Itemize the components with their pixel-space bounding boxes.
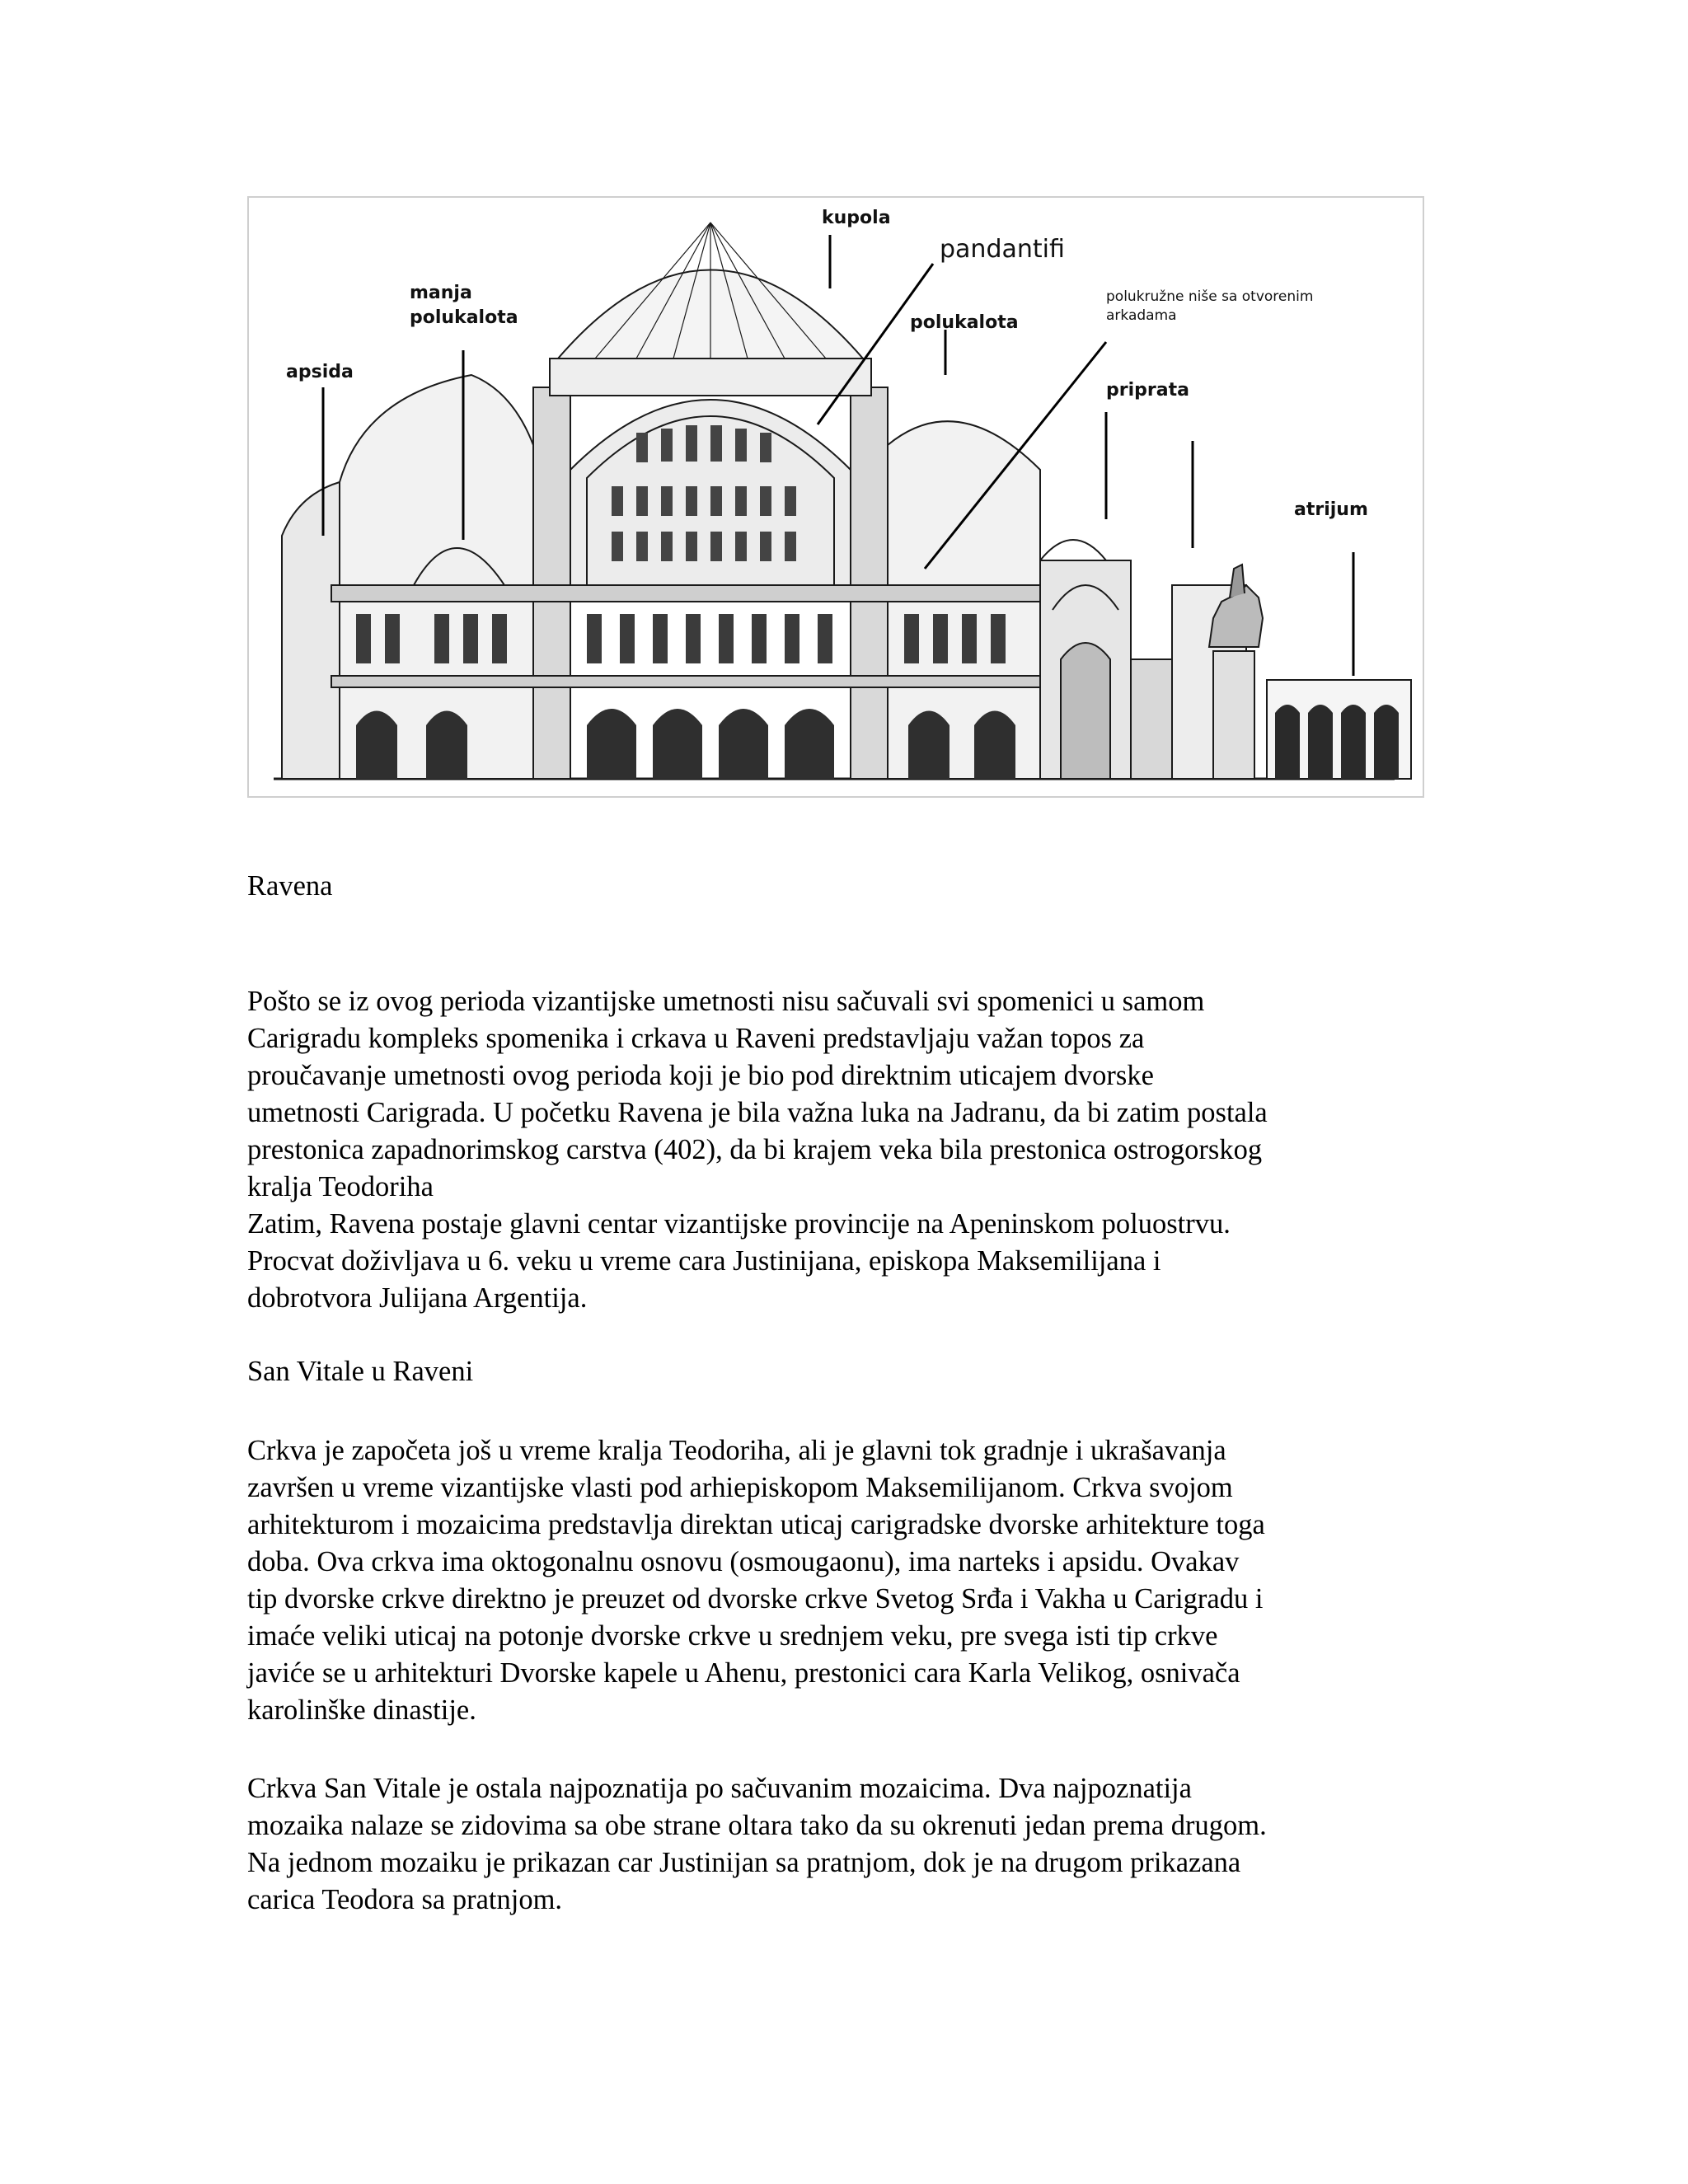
mozaici-line: Crkva San Vitale je ostala najpoznatija po sačuvanim mozaicima. Dva najpoznatija [247,1773,1192,1804]
ravena-line: Procvat doživljava u 6. veku u vreme cara Justinijana, episkopa Maksemilijana i [247,1245,1161,1277]
san-vitale-line: tip dvorske crkve direktno je preuzet od dvorske crkve Svetog Srđa i Vakha u Carigradu i [247,1583,1264,1615]
label-polukalota: polukalota [910,312,1019,333]
label-nise-line1: polukružne niše sa otvorenim [1106,288,1314,305]
san-vitale-line: završen u vreme vizantijske vlasti pod arhiepiskopom Maksemilijanom. Crkva svojom [247,1472,1233,1503]
ravena-line: Carigradu kompleks spomenika i crkava u Raveni predstavljaju važan topos za [247,1023,1145,1054]
san-vitale-line: javiće se u arhitekturi Dvorske kapele u Ahenu, prestonici cara Karla Velikog, osnivača [247,1657,1240,1689]
label-atrijum: atrijum [1294,499,1368,520]
label-pandantifi: pandantifi [940,235,1065,264]
label-manja: manja [410,283,472,303]
ravena-line: Pošto se iz ovog perioda vizantijske umetnosti nisu sačuvali svi spomenici u samom [247,986,1205,1017]
hagia-sophia-cross-section-figure [247,196,1424,798]
san-vitale-line: karolinške dinastije. [247,1694,476,1726]
mozaici-line: mozaika nalaze se zidovima sa obe strane oltara tako da su okrenuti jedan prema drugom. [247,1810,1267,1841]
ravena-line: dobrotvora Julijana Argentija. [247,1282,588,1314]
ravena-line: kralja Teodoriha [247,1171,434,1202]
ravena-line: umetnosti Carigrada. U početku Ravena je bila važna luka na Jadranu, da bi zatim postala [247,1097,1268,1128]
ravena-line: Zatim, Ravena postaje glavni centar vizantijske provincije na Apeninskom poluostrvu. [247,1208,1231,1240]
mozaici-line: carica Teodora sa pratnjom. [247,1884,563,1915]
heading-ravena: Ravena [247,870,333,902]
label-kupola: kupola [822,208,891,228]
label-apsida: apsida [286,362,354,382]
ravena-line: proučavanje umetnosti ovog perioda koji je bio pod direktnim uticajem dvorske [247,1060,1154,1091]
heading-san-vitale: San Vitale u Raveni [247,1356,474,1387]
label-manja-polukalota: polukalota [410,307,518,328]
san-vitale-line: Crkva je započeta još u vreme kralja Teodoriha, ali je glavni tok gradnje i ukrašavanja [247,1435,1226,1466]
ravena-paragraph [247,983,1434,1317]
san-vitale-line: arhitekturom i mozaicima predstavlja direktan uticaj carigradske dvorske arhitekture toga [247,1509,1265,1540]
san-vitale-line: doba. Ova crkva ima oktogonalnu osnovu (osmougaonu), ima narteks i apsidu. Ovakav [247,1546,1240,1577]
san-vitale-line: imaće veliki uticaj na potonje dvorske crkve u srednjem veku, pre svega isti tip crkve [247,1620,1218,1652]
ravena-line: prestonica zapadnorimskog carstva (402), da bi krajem veka bila prestonica ostrogorskog [247,1134,1263,1165]
label-nise-line2: arkadama [1106,307,1177,324]
cross-section-drawing [249,198,1423,796]
mozaici-paragraph [247,1770,1434,1919]
mozaici-line: Na jednom mozaiku je prikazan car Justinijan sa pratnjom, dok je na drugom prikazana [247,1847,1241,1878]
label-priprata: priprata [1106,380,1189,401]
san-vitale-paragraph [247,1432,1434,1729]
